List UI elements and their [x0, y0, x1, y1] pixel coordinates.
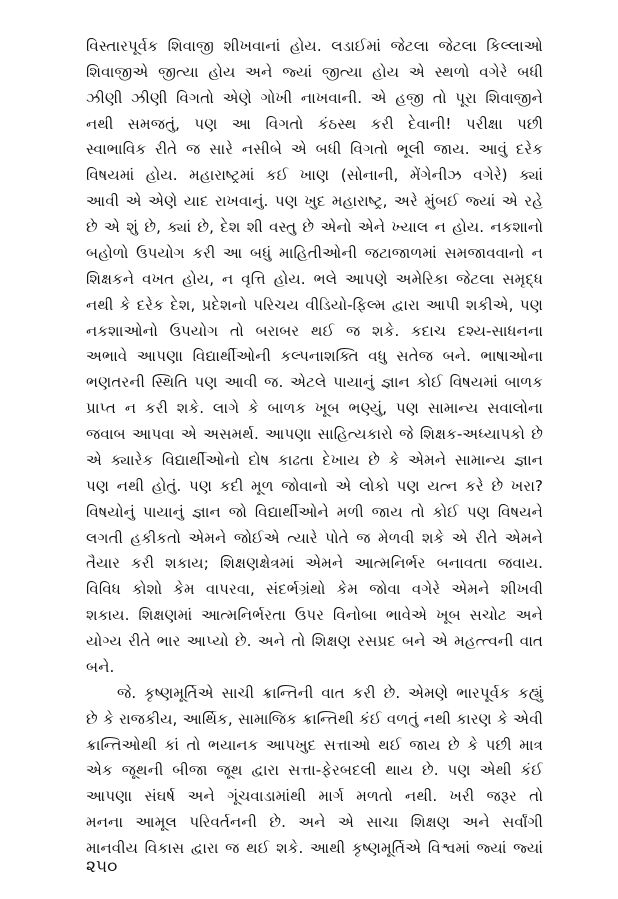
text-line: નથી સમજતું, પણ આ વિગતો કંઠસ્થ કરી દેવાની! પરીક્ષા પછી — [86, 115, 543, 133]
text-line: લગતી હકીકતો એમને જોઈએ ત્યારે પોતે જ મેળવી શકે એ રીતે એમને — [86, 529, 543, 547]
text-line: વિષયોનું પાયાનું જ્ઞાન જો વિદ્યાર્થીઓને મળી જાય તો કોઈ પણ વિષયને — [86, 503, 543, 521]
text-line: આપણા સંઘર્ષ અને ગૂંચવાડામાંથી માર્ગ મળતો નથી. ખરી જરૂર તો — [86, 787, 543, 805]
text-line: એક જૂથની બીજા જૂથ દ્વારા સત્તા-ફેરબદલી થાય છે. પણ એથી કંઈ — [86, 761, 543, 779]
text-line: નથી કે દરેક દેશ, પ્રદેશનો પરિચય વીડિયો-ફિલ્મ દ્વારા આપી શકીએ, પણ — [86, 296, 543, 314]
text-line: છે એ શું છે, ક્યાં છે, દેશ શી વસ્તુ છે એનો એને ખ્યાલ ન હોય. નકશાનો — [86, 218, 543, 236]
text-line: પણ નથી હોતું. પણ કદી મૂળ જોવાનો એ લોકો પણ યત્ન કરે છે ખરા? — [86, 477, 543, 495]
text-line: સ્વાભાવિક રીતે જ સારે નસીબે એ બધી વિગતો ભૂલી જાય. આવું દરેક — [86, 140, 543, 158]
text-line: એ ક્યારેક વિદ્યાર્થીઓનો દોષ કાઢતા દેખાય છે કે એમને સામાન્ય જ્ઞાન — [86, 451, 543, 469]
text-line: મનના આમૂલ પરિવર્તનની છે. અને એ સાચા શિક્ષણ અને સર્વાંગી — [86, 813, 543, 831]
text-line: છે કે રાજકીય, આર્થિક, સામાજિક ક્રાન્તિથી કંઈ વળતું નથી કારણ કે એવી — [86, 710, 543, 728]
text-line: જે. કૃષ્ણમૂર્તિએ સાચી ક્રાન્તિની વાત કરી છે. એમણે ભારપૂર્વક કહ્યું — [117, 684, 543, 702]
text-line: વિષયમાં હોય. મહારાષ્ટ્રમાં કઈ ખાણ (સોનાની, મેંગેનીઝ વગેરે) ક્યાં — [86, 166, 543, 184]
text-line: યોગ્ય રીતે ભાર આપ્યો છે. અને તો શિક્ષણ રસપ્રદ બને એ મહત્ત્વની વાત — [86, 632, 543, 650]
text-line: શકાય. શિક્ષણમાં આત્મનિર્ભરતા ઉપર વિનોબા ભાવેએ ખૂબ સચોટ અને — [86, 606, 543, 624]
text-line: ક્રાન્તિઓથી કાં તો ભયાનક આપખુદ સત્તાઓ થઈ જાય છે કે પછી માત્ર — [86, 736, 543, 754]
text-line: જવાબ આપવા એ અસમર્થ. આપણા સાહિત્યકારો જે શિક્ષક-અધ્યાપકો છે — [86, 425, 543, 443]
text-line: બને. — [86, 658, 115, 676]
text-line: બહોળો ઉપયોગ કરી આ બધું માહિતીઓની જટાજાળમાં સમજાવવાનો ન — [86, 244, 543, 262]
text-line: શિક્ષકને વખત હોય, ન વૃત્તિ હોય. ભલે આપણે અમેરિકા જેટલા સમૃદ્ધ — [86, 270, 543, 288]
text-line: ભણતરની સ્થિતિ પણ આવી જ. એટલે પાયાનું જ્ઞાન કોઈ વિષયમાં બાળક — [86, 373, 543, 391]
text-line: તૈયાર કરી શકાય; શિક્ષણક્ષેત્રમાં એમને આત્મનિર્ભર બનાવતા જવાય. — [86, 554, 543, 572]
text-line: નકશાઓનો ઉપયોગ તો બરાબર થઈ જ શકે. કદાચ દશ્ય-સાધનના — [86, 322, 543, 340]
page-number: ૨૫૦ — [86, 857, 118, 877]
text-line: પ્રાપ્ત ન કરી શકે. લાગે કે બાળક ખૂબ ભણ્યું, પણ સામાન્ય સવાલોના — [86, 399, 543, 417]
text-line: ઝીણી ઝીણી વિગતો એણે ગોખી નાખવાની. એ હજી તો પૂરા શિવાજીને — [86, 89, 543, 107]
text-line: વિસ્તારપૂર્વક શિવાજી શીખવાનાં હોય. લડાઈમાં જેટલા જેટલા કિલ્લાઓ — [86, 37, 543, 55]
text-line: શિવાજીએ જીત્યા હોય અને જ્યાં જીત્યા હોય એ સ્થળો વગેરે બધી — [86, 63, 543, 81]
text-line: વિવિધ કોશો કેમ વાપરવા, સંદર્ભગ્રંથો કેમ જોવા વગેરે એમને શીખવી — [86, 580, 543, 598]
text-line: અભાવે આપણા વિદ્યાર્થીઓની કલ્પનાશક્તિ વધુ સતેજ બને. ભાષાઓના — [86, 347, 543, 365]
text-line: માનવીય વિકાસ દ્વારા જ થઈ શકે. આથી કૃષ્ણમૂર્તિએ વિશ્વમાં જ્યાં જ્યાં — [86, 839, 543, 857]
text-line: આવી એ એણે યાદ રાખવાનું. પણ ખુદ મહારાષ્ટ્ર, અરે મુંબઈ જ્યાં એ રહે — [86, 192, 543, 210]
